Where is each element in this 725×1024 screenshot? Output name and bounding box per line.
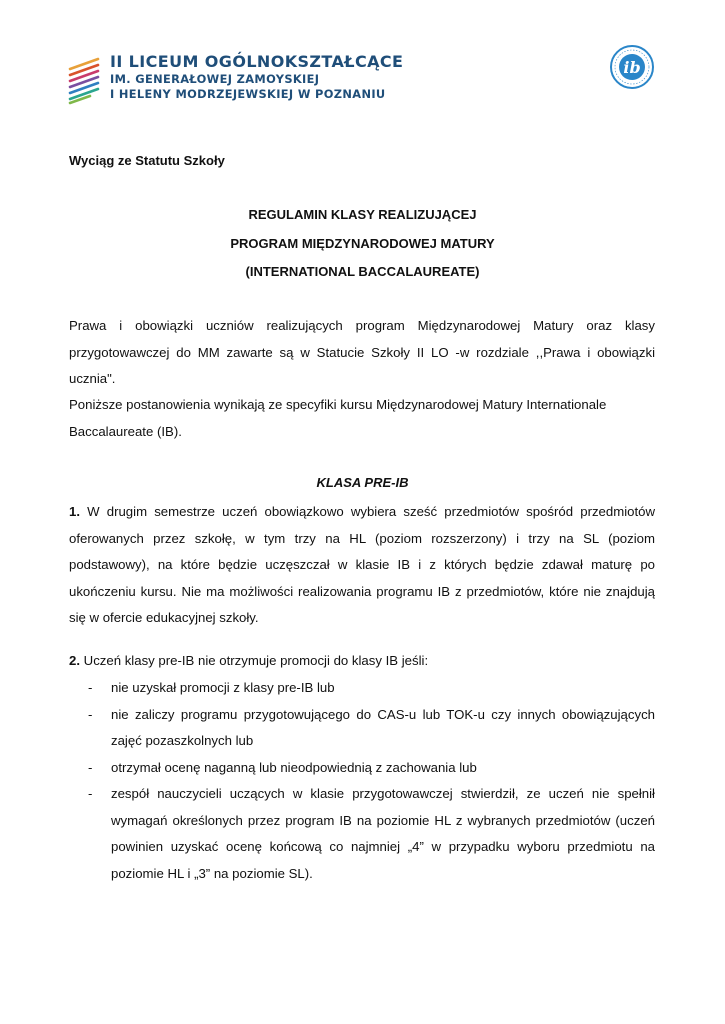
- ib-world-school-logo-icon: [609, 44, 655, 90]
- school-name: [110, 52, 403, 102]
- bullet-dash: -: [88, 786, 93, 801]
- school-name-line-1: II LICEUM OGÓLNOKSZTAŁCĄCE: [110, 52, 404, 71]
- section-title: KLASA PRE-IB: [316, 475, 409, 490]
- intro-paragraph: Prawa i obowiązki uczniów realizujących program Międzynarodowej Matury oraz klasy przygotowawczej do MM zawarte są w Statucie Szkoły II LO -w rozdziale ,,Prawa i obowiązki ucznia".: [69, 318, 655, 386]
- point-2-number: 2.: [69, 653, 80, 668]
- bullet-dash: -: [88, 706, 93, 722]
- bullet-dash: -: [88, 759, 93, 775]
- point-2: [69, 648, 655, 675]
- ib-logo-letters: ib: [623, 58, 641, 77]
- regulation-heading-line-2: PROGRAM MIĘDZYNARODOWEJ MATURY: [230, 236, 495, 251]
- school-name-line-2: IM. GENERAŁOWEJ ZAMOYSKIEJ: [110, 72, 320, 86]
- point-2-text: Uczeń klasy pre-IB nie otrzymuje promocji do klasy IB jeśli:: [80, 653, 429, 668]
- list-item: [88, 755, 655, 782]
- school-stripes-logo-icon: [68, 55, 102, 105]
- list-item-text: nie zaliczy programu przygotowującego do CAS-u lub TOK-u czy innych obowiązujących zajęć pozaszkolnych lub: [111, 706, 655, 748]
- point-1-text: W drugim semestrze uczeń obowiązkowo wybiera sześć przedmiotów spośród przedmiotów oferowanych przez szkołę, w tym trzy na HL (poziom rozszerzony) i trzy na SL (poziom podstawowy), na które będzie uczęszczał w klasie IB i z których będzie zdawał maturę po ukończeniu kursu. Nie ma możliwości realizowania programu IB z przedmiotów, które nie znajdują się w ofercie edukacyjnej szkoły.: [69, 504, 655, 625]
- list-item: [88, 675, 655, 702]
- regulation-heading-line-1: REGULAMIN KLASY REALIZUJĄCEJ: [248, 207, 477, 222]
- list-item-text: otrzymał ocenę naganną lub nieodpowiednią z zachowania lub: [111, 759, 477, 775]
- list-item-text: nie uzyskał promocji z klasy pre-IB lub: [111, 680, 335, 695]
- point-2-conditions-list: [88, 675, 655, 887]
- page-header: [68, 52, 668, 112]
- bullet-dash: -: [88, 680, 93, 695]
- regulation-heading-line-3: (INTERNATIONAL BACCALAUREATE): [245, 264, 480, 279]
- list-item: [88, 702, 655, 755]
- intro-paragraph-2: Poniższe postanowienia wynikają ze specyfiki kursu Międzynarodowej Matury Internationale Baccalaureate (IB).: [69, 397, 607, 439]
- point-1-number: 1.: [69, 504, 80, 519]
- extract-title: Wyciąg ze Statutu Szkoły: [69, 153, 225, 168]
- list-item: [88, 781, 655, 887]
- point-1: [69, 499, 655, 632]
- list-item-text: zespół nauczycieli uczących w klasie przygotowawczej stwierdził, ze uczeń nie spełnił wymagań określonych przez program IB na poziomie HL z wybranych przedmiotów (uczeń powinien uzyskać ocenę końcową co najmniej „4” w przypadku wyboru przedmiotu na poziomie HL i „3” na poziomie SL).: [111, 786, 655, 881]
- school-name-line-3: I HELENY MODRZEJEWSKIEJ W POZNANIU: [110, 87, 386, 101]
